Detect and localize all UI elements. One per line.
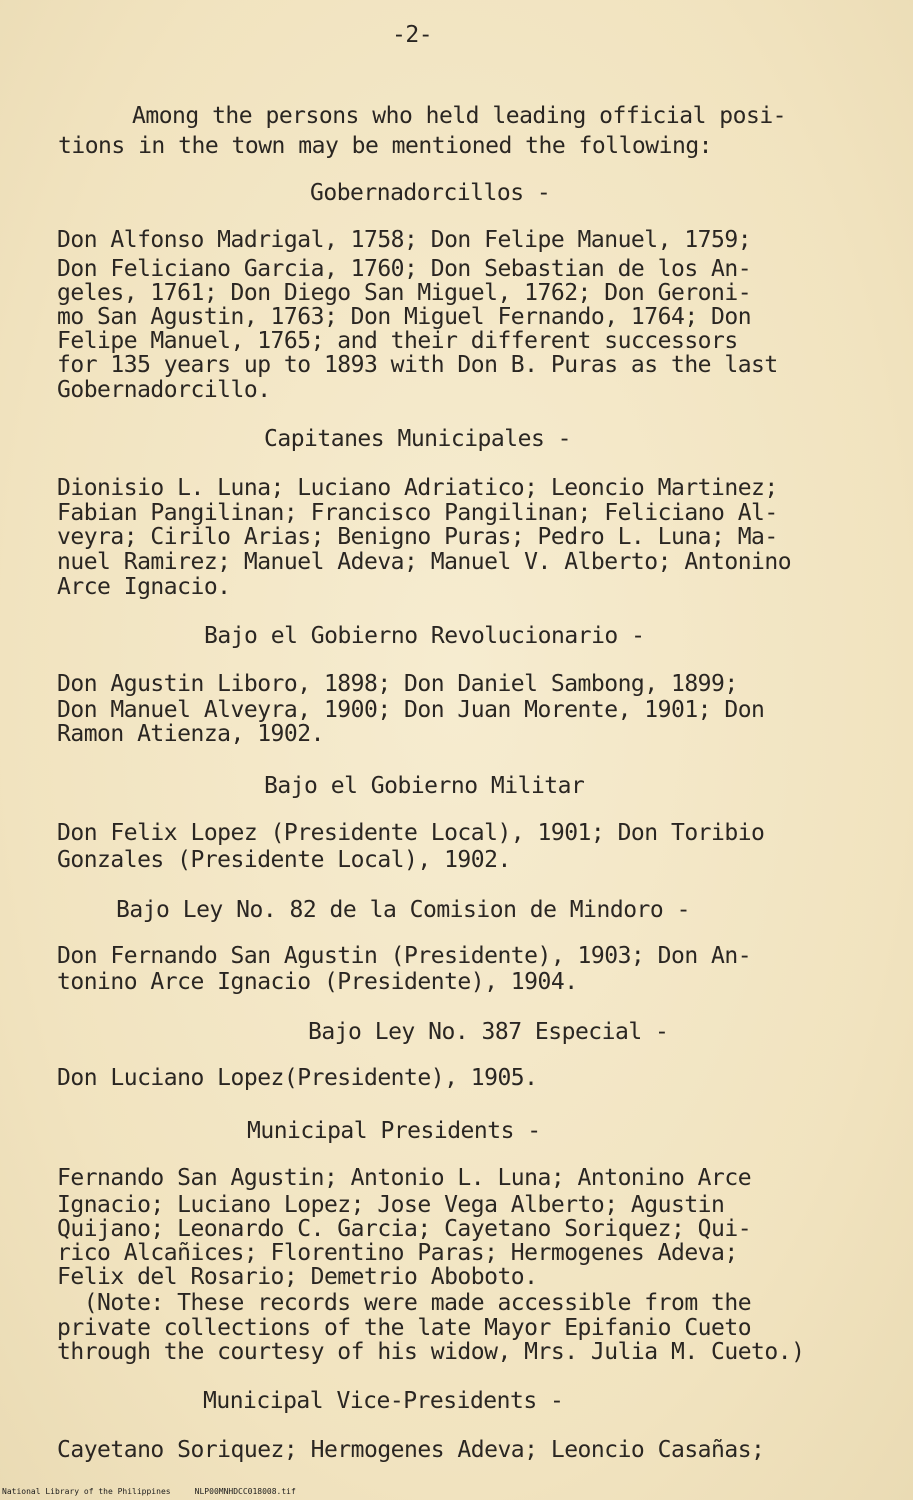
section-line: tonino Arce Ignacio (Presidente), 1904. bbox=[57, 969, 578, 995]
section-heading-ley-82: Bajo Ley No. 82 de la Comision de Mindoro - bbox=[116, 897, 690, 923]
section-line: Fabian Pangilinan; Francisco Pangilinan; Feliciano Al- bbox=[57, 500, 778, 526]
page-number: -2- bbox=[392, 22, 433, 48]
footer-file-id: NLP00MNHDCC018008.tif bbox=[194, 1487, 296, 1496]
section-line: veyra; Cirilo Arias; Benigno Puras; Pedro L. Luna; Ma- bbox=[57, 524, 778, 550]
intro-line-2: tions in the town may be mentioned the following: bbox=[58, 133, 713, 159]
section-heading-municipal-presidents: Municipal Presidents - bbox=[247, 1118, 541, 1144]
note-line: private collections of the late Mayor Epifanio Cueto bbox=[57, 1315, 752, 1341]
section-line: rico Alcañices; Florentino Paras; Hermogenes Adeva; bbox=[57, 1240, 738, 1266]
section-heading-gobernadorcillos: Gobernadorcillos - bbox=[310, 180, 551, 206]
section-line: Ignacio; Luciano Lopez; Jose Vega Alberto; Agustin bbox=[57, 1192, 725, 1218]
scan-footer bbox=[2, 1487, 296, 1496]
section-line: Don Alfonso Madrigal, 1758; Don Felipe Manuel, 1759; bbox=[57, 227, 752, 253]
section-line: mo San Agustin, 1763; Don Miguel Fernando, 1764; Don bbox=[57, 304, 752, 330]
section-line: Arce Ignacio. bbox=[57, 574, 231, 600]
section-line: Quijano; Leonardo C. Garcia; Cayetano Soriquez; Qui- bbox=[57, 1216, 752, 1242]
section-line: Fernando San Agustin; Antonio L. Luna; Antonino Arce bbox=[57, 1165, 752, 1191]
section-line: geles, 1761; Don Diego San Miguel, 1762; Don Geroni- bbox=[57, 280, 752, 306]
note-line: (Note: These records were made accessible from the bbox=[57, 1290, 752, 1316]
section-line: Don Manuel Alveyra, 1900; Don Juan Morente, 1901; Don bbox=[57, 697, 765, 723]
section-heading-municipal-vice-presidents: Municipal Vice-Presidents - bbox=[203, 1388, 564, 1414]
section-line: nuel Ramirez; Manuel Adeva; Manuel V. Alberto; Antonino bbox=[57, 549, 792, 575]
section-line: Don Luciano Lopez(Presidente), 1905. bbox=[57, 1065, 538, 1091]
section-line: Felix del Rosario; Demetrio Aboboto. bbox=[57, 1264, 538, 1290]
section-line: Don Feliciano Garcia, 1760; Don Sebastian de los An- bbox=[57, 256, 752, 282]
footer-library: National Library of the Philippines bbox=[2, 1487, 171, 1496]
section-line: Don Agustin Liboro, 1898; Don Daniel Sambong, 1899; bbox=[57, 671, 738, 697]
section-line: Cayetano Soriquez; Hermogenes Adeva; Leoncio Casañas; bbox=[57, 1437, 765, 1463]
section-line: Felipe Manuel, 1765; and their different successors bbox=[57, 328, 738, 354]
section-line: Don Felix Lopez (Presidente Local), 1901; Don Toribio bbox=[57, 820, 765, 846]
section-line: Don Fernando San Agustin (Presidente), 1903; Don An- bbox=[57, 943, 752, 969]
section-heading-gobierno-revolucionario: Bajo el Gobierno Revolucionario - bbox=[204, 623, 645, 649]
section-line: Gonzales (Presidente Local), 1902. bbox=[57, 847, 511, 873]
section-line: Dionisio L. Luna; Luciano Adriatico; Leoncio Martinez; bbox=[57, 475, 778, 501]
section-heading-ley-387: Bajo Ley No. 387 Especial - bbox=[308, 1019, 669, 1045]
section-heading-capitanes-municipales: Capitanes Municipales - bbox=[264, 426, 571, 452]
section-line: Gobernadorcillo. bbox=[57, 377, 271, 403]
section-line: for 135 years up to 1893 with Don B. Puras as the last bbox=[57, 352, 778, 378]
section-heading-gobierno-militar: Bajo el Gobierno Militar bbox=[264, 773, 585, 799]
section-line: Ramon Atienza, 1902. bbox=[57, 721, 324, 747]
intro-line-1: Among the persons who held leading official posi- bbox=[132, 103, 787, 129]
note-line: through the courtesy of his widow, Mrs. Julia M. Cueto.) bbox=[57, 1339, 805, 1365]
